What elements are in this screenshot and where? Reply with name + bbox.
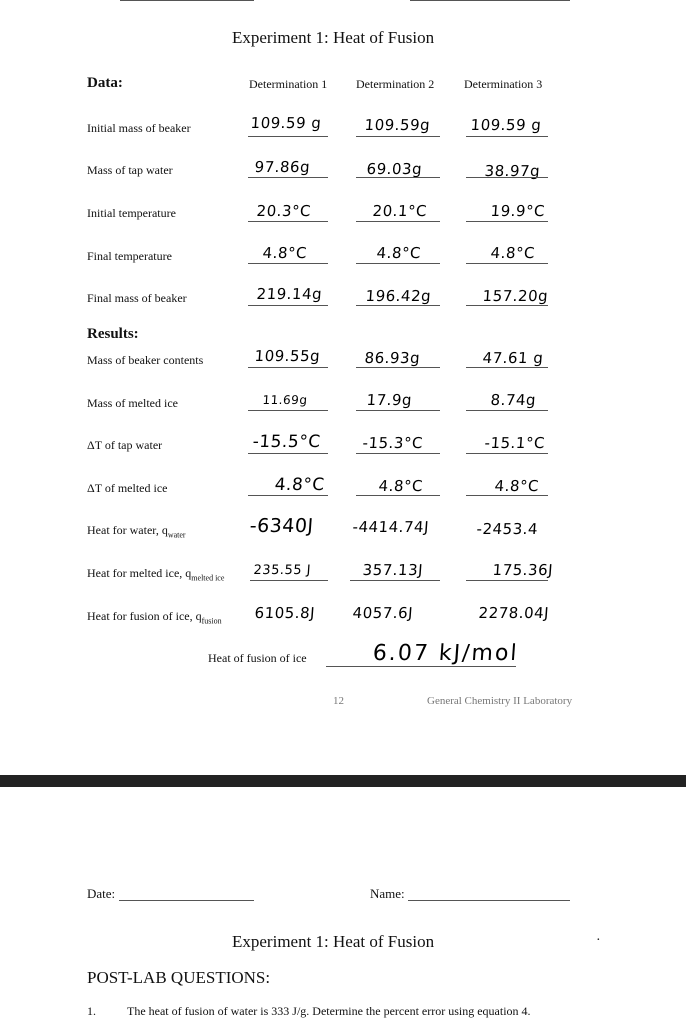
value-initial-mass-beaker-3: 109.59 g [470,116,543,134]
value-initial-mass-beaker-1: 109.59 g [250,114,323,132]
answer-line [356,410,440,411]
answer-line [356,263,440,264]
value-initial-temperature-3: 19.9°C [490,202,546,220]
row-label-final-temperature: Final temperature [87,249,172,263]
answer-line [248,453,328,454]
question-1-text: The heat of fusion of water is 333 J/g. Determine the percent error using equation 4. [127,1004,531,1018]
value-mass-tap-water-3: 38.97g [484,162,541,180]
answer-line [356,136,440,137]
row-label-initial-mass-beaker: Initial mass of beaker [87,121,191,135]
date-line [119,900,254,901]
name-label: Name: [370,886,405,901]
value-heat-fusion-ice-1: 6105.8J [254,604,316,622]
answer-line [466,367,548,368]
value-mass-beaker-contents-2: 86.93g [364,349,421,367]
heat-of-fusion-line [326,666,516,667]
value-initial-temperature-1: 20.3°C [256,202,312,220]
answer-line [248,177,328,178]
value-heat-fusion-ice-2: 4057.6J [352,604,414,622]
row-label-delta-t-melted-ice: ΔT of melted ice [87,481,168,495]
value-heat-melted-ice-1: 235.55 J [253,563,312,578]
heat-melted-ice-label-text: Heat for melted ice, q [87,566,192,580]
answer-line [356,495,440,496]
value-heat-fusion-ice-3: 2278.04J [478,604,550,622]
answer-line [466,305,548,306]
value-final-mass-beaker-1: 219.14g [256,285,323,303]
answer-line [248,221,328,222]
row-label-initial-temperature: Initial temperature [87,206,176,220]
answer-line [466,136,548,137]
value-final-temperature-1: 4.8°C [262,244,308,262]
answer-line [356,367,440,368]
value-final-temperature-3: 4.8°C [490,244,536,262]
heat-melted-ice-subscript: melted ice [191,573,225,583]
answer-line [356,305,440,306]
answer-line [250,580,328,581]
value-delta-t-tap-water-1: -15.5°C [252,432,322,452]
answer-line [466,453,548,454]
answer-line [248,495,328,496]
data-heading: Data: [87,75,123,91]
value-final-mass-beaker-2: 196.42g [365,287,432,305]
value-mass-melted-ice-3: 8.74g [490,391,537,409]
value-mass-tap-water-2: 69.03g [366,160,423,178]
answer-line [248,263,328,264]
column-header-determination-1: Determination 1 [249,77,328,91]
top-blank-line-right [410,0,570,1]
value-initial-temperature-2: 20.1°C [372,202,428,220]
value-mass-tap-water-1: 97.86g [254,158,311,176]
value-heat-melted-ice-3: 175.36J [492,561,554,579]
date-label: Date: [87,886,116,901]
answer-line [248,367,328,368]
value-heat-water-1: -6340J [249,515,315,537]
answer-line [466,221,548,222]
column-header-determination-3: Determination 3 [464,77,543,91]
top-blank-line-left [120,0,254,1]
heat-water-label-text: Heat for water, q [87,523,168,537]
value-delta-t-melted-ice-3: 4.8°C [494,477,540,495]
postlab-heading: POST-LAB QUESTIONS: [87,968,271,987]
heat-fusion-label-text: Heat for fusion of ice, q [87,609,202,623]
results-heading: Results: [87,326,139,342]
value-mass-beaker-contents-1: 109.55g [254,347,321,365]
page-footer: General Chemistry II Laboratory [427,695,573,707]
value-mass-beaker-contents-3: 47.61 g [482,349,544,367]
heat-of-fusion-value: 6.07 kJ/mol [372,641,520,666]
answer-line [350,580,440,581]
answer-line [466,580,548,581]
heat-water-subscript: water [167,530,186,540]
answer-line [466,263,548,264]
answer-line [466,410,548,411]
row-label-delta-t-tap-water: ΔT of tap water [87,438,163,452]
value-initial-mass-beaker-2: 109.59g [364,116,431,134]
row-label-mass-beaker-contents: Mass of beaker contents [87,353,204,367]
value-final-mass-beaker-3: 157.20g [482,287,549,305]
page-number: 12 [333,695,344,707]
name-line [408,900,570,901]
value-final-temperature-2: 4.8°C [376,244,422,262]
value-mass-melted-ice-1: 11.69g [262,393,308,407]
value-heat-water-3: -2453.4 [476,520,539,538]
answer-line [356,177,440,178]
value-delta-t-melted-ice-1: 4.8°C [274,475,326,495]
answer-line [248,136,328,137]
row-label-heat-water [87,523,186,539]
value-heat-water-2: -4414.74J [352,518,430,536]
page-title: Experiment 1: Heat of Fusion [232,28,435,47]
row-label-mass-tap-water: Mass of tap water [87,163,173,177]
answer-line [466,495,548,496]
page-title: Experiment 1: Heat of Fusion [232,932,435,951]
answer-line [248,410,328,411]
value-delta-t-melted-ice-2: 4.8°C [378,477,424,495]
row-label-heat-fusion-ice [87,609,222,625]
answer-line [356,221,440,222]
value-delta-t-tap-water-3: -15.1°C [484,434,546,452]
row-label-mass-melted-ice: Mass of melted ice [87,396,178,410]
heat-fusion-subscript: fusion [201,616,222,626]
answer-line [356,453,440,454]
value-delta-t-tap-water-2: -15.3°C [362,434,424,452]
value-heat-melted-ice-2: 357.13J [362,561,424,579]
answer-line [466,177,548,178]
page-divider [0,775,686,787]
value-mass-melted-ice-2: 17.9g [366,391,413,409]
row-label-final-mass-beaker: Final mass of beaker [87,291,187,305]
answer-line [248,305,328,306]
worksheet-page-13 [0,787,686,1024]
column-header-determination-2: Determination 2 [356,77,435,91]
row-label-heat-melted-ice [87,566,224,582]
heat-of-fusion-label: Heat of fusion of ice [208,651,307,665]
dot-mark: · [596,933,601,948]
question-1-number: 1. [87,1004,96,1018]
